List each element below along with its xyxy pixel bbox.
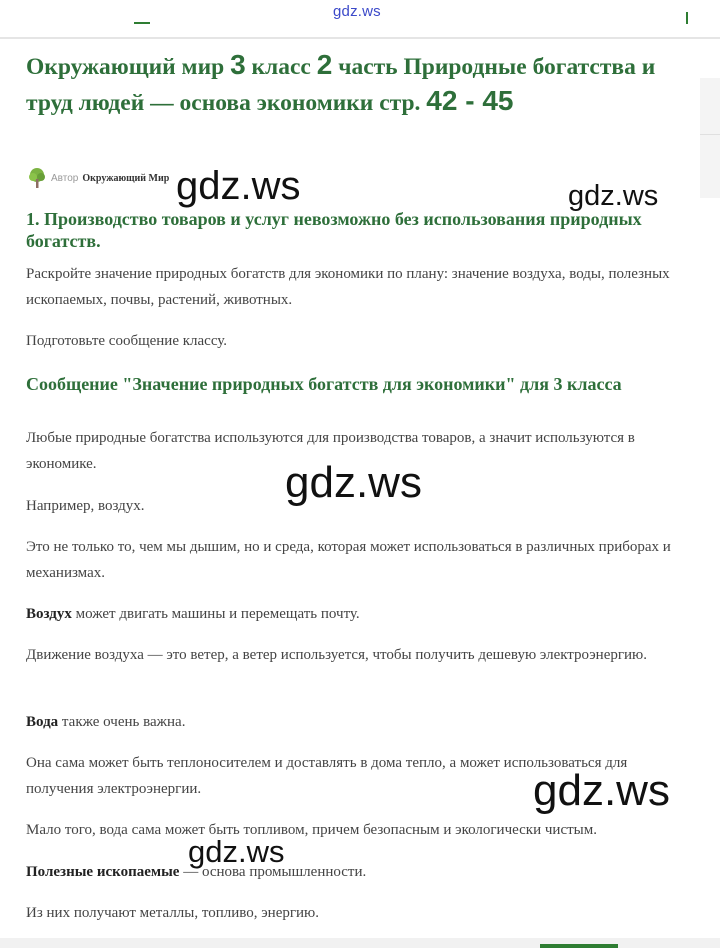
search-marker[interactable] [686,12,688,24]
page-title [26,48,696,120]
section-heading: Сообщение "Значение природных богатств для экономики" для 3 класса [26,374,622,394]
watermark: gdz.ws [568,180,659,212]
bold-term: Воздух [26,606,72,622]
header-divider [0,37,720,39]
title-part: 2 [316,49,333,80]
title-grade: 3 [230,49,246,80]
title-text: Окружающий мир [26,54,231,80]
author-name[interactable]: Окружающий Мир [82,172,170,184]
author-label: Автор [51,172,79,184]
title-pages: 42 - 45 [426,85,514,116]
paragraph: Мало того, вода сама может быть топливом, причем безопасным и экологически чистым. [26,822,597,838]
paragraph: Из них получают металлы, топливо, энергию. [26,905,320,921]
title-text: класс [245,54,317,80]
watermark: gdz.ws [533,766,670,815]
paragraph: Подготовьте сообщение классу. [26,333,228,349]
paragraph: Раскройте значение природных богатств для экономики по плану: значение воздуха, воды, полезных ископаемых, почвы, растений, животных. [26,266,670,308]
bold-term: Вода [26,714,59,730]
paragraph-text: также очень важна. [58,714,186,730]
section-heading: 1. Производство товаров и услуг невозможно без использования природных богатств. [26,209,642,251]
paragraph: Движение воздуха — это ветер, а ветер используется, чтобы получить дешевую электроэнергию. [26,647,647,663]
paragraph [26,709,692,735]
bottom-bar [0,938,720,948]
paragraph: Она сама может быть теплоносителем и доставлять в дома тепло, а может использоваться для получения электроэнергии. [26,755,628,797]
watermark: gdz.ws [176,164,301,208]
paragraph [26,601,692,627]
watermark: gdz.ws [285,458,422,507]
paragraph: Это не только то, чем мы дышим, но и среда, которая может использоваться в различных приборах и механизмах. [26,539,671,581]
watermark: gdz.ws [188,834,285,869]
tree-icon [27,167,47,189]
title-text: часть Природные богатства и труд людей — основа экономики стр. [26,54,656,116]
bottom-action-button[interactable] [540,944,618,948]
paragraph: Любые природные богатства используются для производства товаров, а значит используются в экономике. [26,430,635,472]
bold-term: Полезные ископаемые [26,864,180,880]
paragraph [26,859,692,885]
top-bar [0,0,720,38]
paragraph-text: может двигать машины и перемещать почту. [71,606,360,622]
author-line [27,167,169,189]
side-panel-divider [700,134,720,135]
menu-marker[interactable] [134,22,150,24]
paragraph: Например, воздух. [26,498,145,514]
paragraph-text: — основа промышленности. [179,864,367,880]
site-logo[interactable]: gdz.ws [333,3,381,20]
side-panel-edge[interactable] [700,78,720,198]
